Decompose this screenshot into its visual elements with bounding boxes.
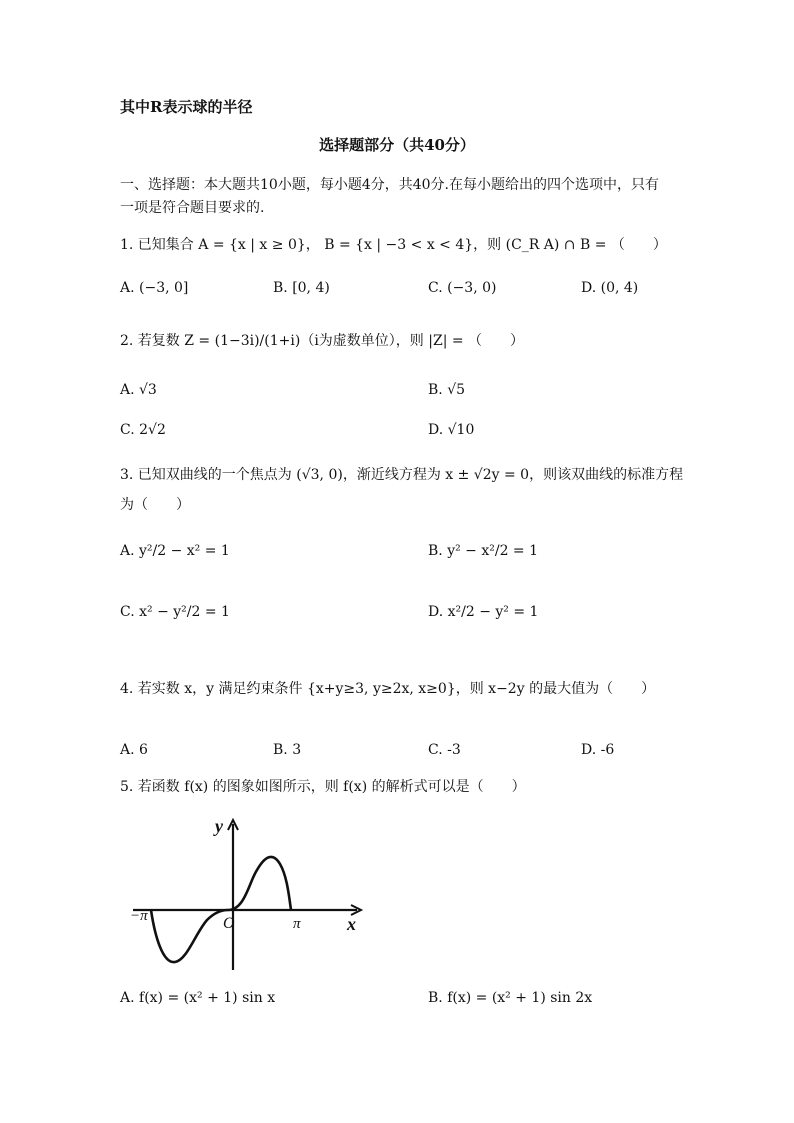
graph-origin-label: O	[223, 915, 235, 932]
function-graph	[125, 812, 370, 974]
graph-x-label: x	[347, 914, 356, 934]
instructions-line-1: 一、选择题：本大题共10小题，每小题4分，共40分.在每小题给出的四个选项中，只有	[120, 177, 659, 193]
question-4-stem: 4. 若实数 x，y 满足约束条件 {x+y≥3, y≥2x, x≥0}，则 x−2y 的最大值为（ ）	[120, 681, 656, 697]
question-5-option-b: B. f(x) = (x² + 1) sin 2x	[428, 990, 593, 1006]
question-2-option-a: A. √3	[120, 382, 157, 398]
instructions-line-2: 一项是符合题目要求的.	[120, 200, 265, 216]
question-3-option-b: B. y² − x²/2 = 1	[428, 543, 539, 559]
question-1-option-b: B. [0, 4)	[273, 280, 330, 296]
section-title: 选择题部分（共40分）	[319, 136, 475, 154]
graph-y-label: y	[215, 816, 223, 836]
question-4-option-c: C. -3	[428, 742, 461, 758]
question-4-option-b: B. 3	[273, 742, 302, 758]
question-5-stem: 5. 若函数 f(x) 的图象如图所示，则 f(x) 的解析式可以是（ ）	[120, 779, 526, 795]
question-2-option-d: D. √10	[428, 422, 475, 438]
graph-neg-pi-label: −π	[130, 908, 148, 924]
question-1-stem: 1. 已知集合 A = {x | x ≥ 0}， B = {x | −3 < x < 4}，则 (C_R A) ∩ B = （ ）	[120, 237, 667, 253]
question-3-stem-line-1: 3. 已知双曲线的一个焦点为 (√3, 0)，渐近线方程为 x ± √2y = 0，则该双曲线的标准方程	[120, 467, 684, 483]
header-line: 其中R表示球的半径	[120, 98, 253, 116]
question-2-stem: 2. 若复数 Z = (1−3i)/(1+i)（i为虚数单位），则 |Z| = （ ）	[120, 333, 525, 349]
question-3-stem-line-2: 为（ ）	[120, 497, 190, 513]
question-2-option-b: B. √5	[428, 382, 466, 398]
graph-pi-label: π	[293, 916, 301, 932]
question-1-option-c: C. (−3, 0)	[428, 280, 497, 296]
question-2-option-c: C. 2√2	[120, 422, 166, 438]
question-4-option-d: D. -6	[581, 742, 615, 758]
question-5-option-a: A. f(x) = (x² + 1) sin x	[120, 990, 276, 1006]
question-3-option-d: D. x²/2 − y² = 1	[428, 604, 539, 620]
question-3-option-a: A. y²/2 − x² = 1	[120, 543, 230, 559]
question-1-option-a: A. (−3, 0]	[120, 280, 189, 296]
question-1-option-d: D. (0, 4)	[581, 280, 639, 296]
question-4-option-a: A. 6	[120, 742, 148, 758]
question-3-option-c: C. x² − y²/2 = 1	[120, 604, 230, 620]
